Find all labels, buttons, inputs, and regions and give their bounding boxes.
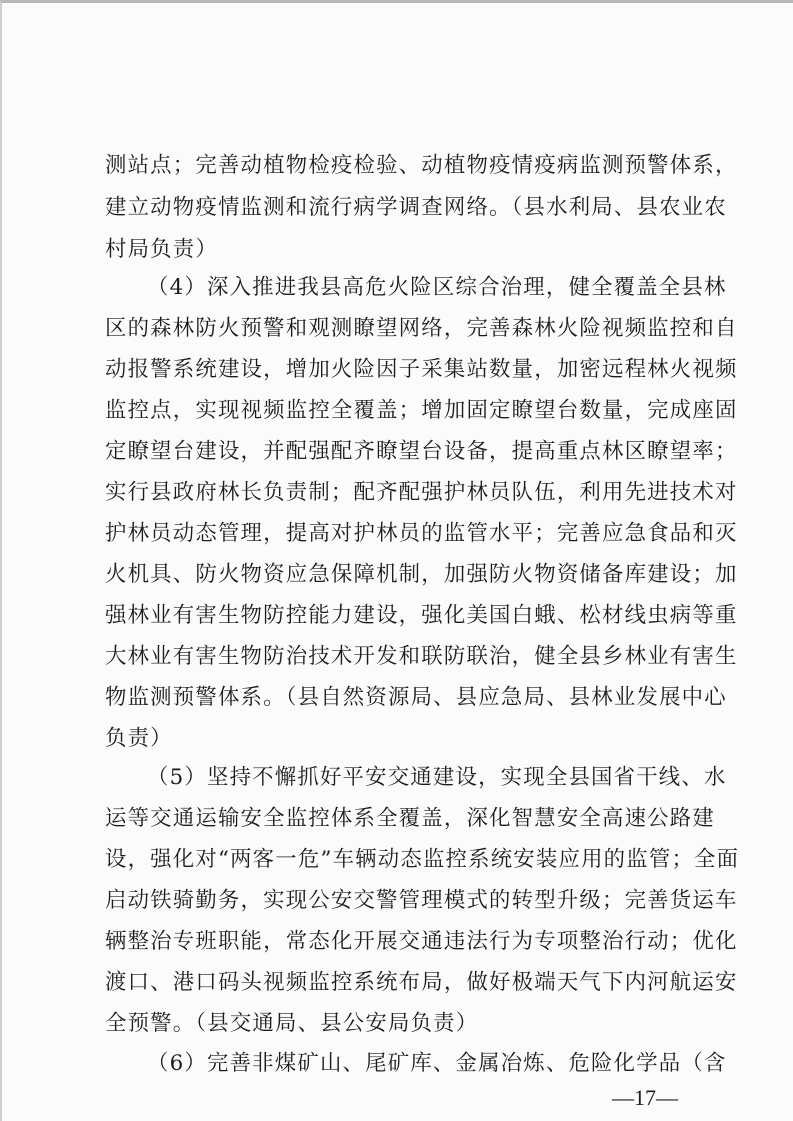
- text-line: 建立动物疫情监测和流行病学调查网络。（县水利局、县农业农: [105, 195, 727, 220]
- text-line: 运等交通运输安全监控体系全覆盖，深化智慧安全高速公路建: [105, 806, 715, 831]
- page-number: —17—: [612, 1085, 678, 1110]
- text-line: 动报警系统建设，增加火险因子采集站数量，加密远程林火视频: [105, 357, 738, 382]
- paragraph-start-line: （6）完善非煤矿山、尾矿库、金属冶炼、危险化学品（含: [147, 1051, 727, 1076]
- text-line: 全预警。（县交通局、县公安局负责）: [105, 1011, 479, 1036]
- text-line: 区的森林防火预警和观测瞭望网络，完善森林火险视频监控和自: [105, 316, 738, 341]
- text-line: 护林员动态管理，提高对护林员的监管水平；完善应急食品和灭: [105, 521, 738, 546]
- paragraph-start-line: （5）坚持不懈抓好平安交通建设，实现全县国省干线、水: [147, 765, 727, 790]
- paragraph-start-line: （4）深入推进我县高危火险区综合治理，健全覆盖全县林: [147, 275, 727, 300]
- text-line: 村局负责）: [105, 237, 218, 262]
- text-line: 大林业有害生物防治技术开发和联防联治，健全县乡林业有害生: [105, 644, 738, 669]
- text-line: 监控点，实现视频监控全覆盖；增加固定瞭望台数量，完成座固: [105, 398, 738, 423]
- text-line: 渡口、港口码头视频监控系统布局，做好极端天气下内河航运安: [105, 970, 738, 995]
- text-line: 火机具、防火物资应急保障机制，加强防火物资储备库建设；加: [105, 562, 738, 587]
- text-line: 定瞭望台建设，并配强配齐瞭望台设备，提高重点林区瞭望率；: [105, 439, 738, 464]
- text-line: 测站点；完善动植物检疫检验、动植物疫情疫病监测预警体系，: [105, 153, 738, 178]
- text-line: 启动铁骑勤务，实现公安交警管理模式的转型升级；完善货运车: [105, 888, 738, 913]
- text-line: 设，强化对“两客一危”车辆动态监控系统安装应用的监管；全面: [105, 847, 740, 872]
- text-line: 实行县政府林长负责制；配齐配强护林员队伍，利用先进技术对: [105, 480, 738, 505]
- text-line: 辆整治专班职能，常态化开展交通违法行为专项整治行动；优化: [105, 929, 738, 954]
- text-line: 物监测预警体系。（县自然资源局、县应急局、县林业发展中心: [105, 685, 727, 710]
- text-line: 负责）: [105, 726, 173, 751]
- text-line: 强林业有害生物防控能力建设，强化美国白蛾、松材线虫病等重: [105, 603, 738, 628]
